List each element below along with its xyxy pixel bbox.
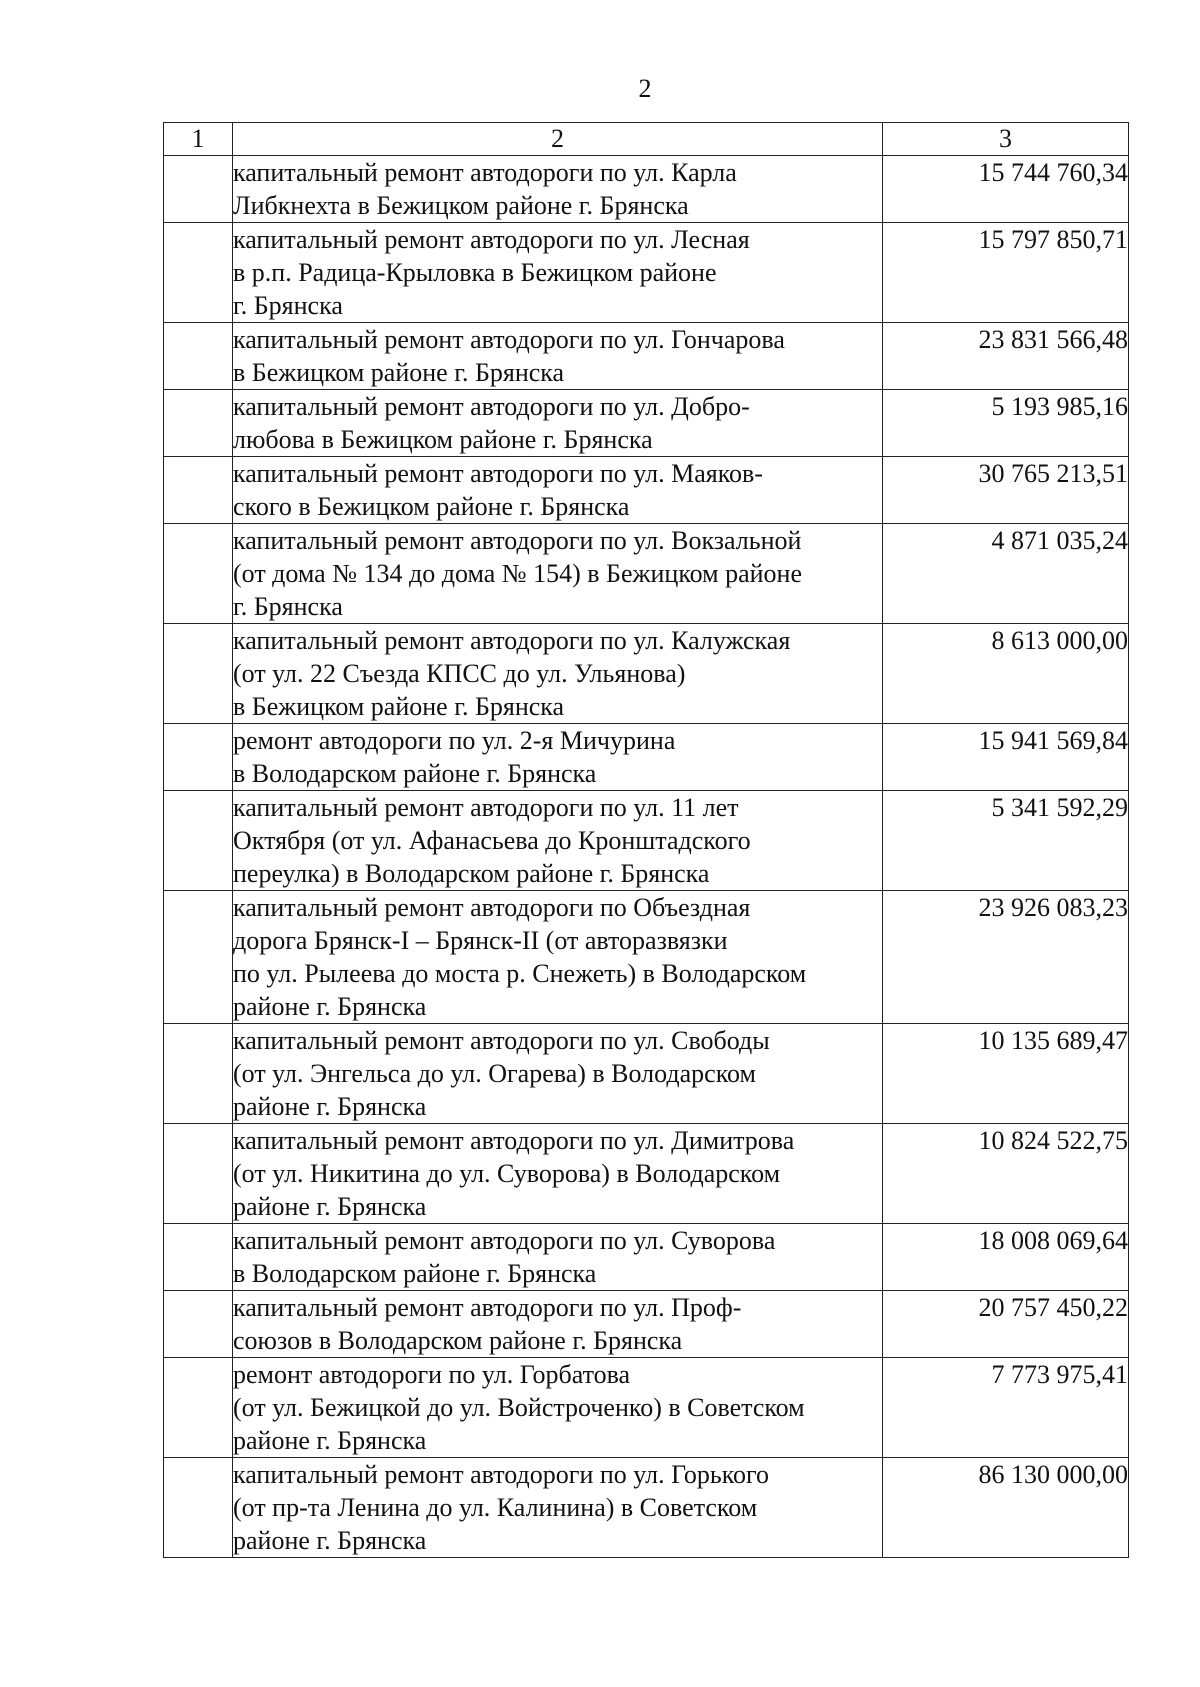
table-row	[164, 390, 1129, 457]
road-description: капитальный ремонт автодороги по ул. Свободы (от ул. Энгельса до ул. Огарева) в Володарском районе г. Брянска	[233, 1024, 883, 1124]
column-header-3: 3	[883, 123, 1129, 156]
amount-cell: 23 831 566,48	[883, 323, 1129, 390]
amount-cell: 23 926 083,23	[883, 891, 1129, 1024]
row-number-cell	[164, 1224, 233, 1291]
table-row	[164, 223, 1129, 323]
road-description: капитальный ремонт автодороги по ул. Димитрова (от ул. Никитина до ул. Суворова) в Володарском районе г. Брянска	[233, 1124, 883, 1224]
row-number-cell	[164, 1458, 233, 1558]
table-row	[164, 1291, 1129, 1358]
amount-cell: 5 341 592,29	[883, 791, 1129, 891]
table-row	[164, 724, 1129, 791]
row-number-cell	[164, 624, 233, 724]
amount-cell: 15 744 760,34	[883, 156, 1129, 223]
table-row	[164, 1358, 1129, 1458]
road-description: капитальный ремонт автодороги по ул. Карла Либкнехта в Бежицком районе г. Брянска	[233, 156, 883, 223]
amount-cell: 7 773 975,41	[883, 1358, 1129, 1458]
row-number-cell	[164, 1291, 233, 1358]
table-row	[164, 791, 1129, 891]
road-description: ремонт автодороги по ул. Горбатова (от ул. Бежицкой до ул. Войстроченко) в Советском районе г. Брянска	[233, 1358, 883, 1458]
amount-cell: 15 797 850,71	[883, 223, 1129, 323]
column-header-2: 2	[233, 123, 883, 156]
road-description: капитальный ремонт автодороги по ул. Горького (от пр-та Ленина до ул. Калинина) в Советском районе г. Брянска	[233, 1458, 883, 1558]
road-description: капитальный ремонт автодороги по ул. Маяков- ского в Бежицком районе г. Брянска	[233, 457, 883, 524]
road-description: капитальный ремонт автодороги по ул. 11 лет Октября (от ул. Афанасьева до Кронштадского переулка) в Володарском районе г. Брянска	[233, 791, 883, 891]
table-row	[164, 1224, 1129, 1291]
amount-cell: 10 824 522,75	[883, 1124, 1129, 1224]
road-description: капитальный ремонт автодороги по ул. Калужская (от ул. 22 Съезда КПСС до ул. Ульянова) в Бежицком районе г. Брянска	[233, 624, 883, 724]
table-row	[164, 1024, 1129, 1124]
road-description: капитальный ремонт автодороги по ул. Суворова в Володарском районе г. Брянска	[233, 1224, 883, 1291]
amount-cell: 4 871 035,24	[883, 524, 1129, 624]
table-row	[164, 457, 1129, 524]
table-row	[164, 624, 1129, 724]
row-number-cell	[164, 323, 233, 390]
amount-cell: 8 613 000,00	[883, 624, 1129, 724]
amount-cell: 86 130 000,00	[883, 1458, 1129, 1558]
page-number: 2	[638, 74, 652, 103]
amount-cell: 5 193 985,16	[883, 390, 1129, 457]
table-row	[164, 323, 1129, 390]
road-description: капитальный ремонт автодороги по Объездная дорога Брянск-I – Брянск-II (от авторазвязки по ул. Рылеева до моста р. Снежеть) в Володарском районе г. Брянска	[233, 891, 883, 1024]
table-row	[164, 891, 1129, 1024]
column-header-1: 1	[164, 123, 233, 156]
road-description: ремонт автодороги по ул. 2-я Мичурина в Володарском районе г. Брянска	[233, 724, 883, 791]
table-row	[164, 1124, 1129, 1224]
table-row	[164, 156, 1129, 223]
row-number-cell	[164, 891, 233, 1024]
amount-cell: 30 765 213,51	[883, 457, 1129, 524]
row-number-cell	[164, 791, 233, 891]
road-description: капитальный ремонт автодороги по ул. Добро- любова в Бежицком районе г. Брянска	[233, 390, 883, 457]
amount-cell: 15 941 569,84	[883, 724, 1129, 791]
table-header-row	[164, 123, 1129, 156]
table-row	[164, 1458, 1129, 1558]
road-description: капитальный ремонт автодороги по ул. Проф- союзов в Володарском районе г. Брянска	[233, 1291, 883, 1358]
row-number-cell	[164, 1024, 233, 1124]
row-number-cell	[164, 457, 233, 524]
row-number-cell	[164, 724, 233, 791]
row-number-cell	[164, 1124, 233, 1224]
road-description: капитальный ремонт автодороги по ул. Лесная в р.п. Радица-Крыловка в Бежицком районе г. Брянска	[233, 223, 883, 323]
amount-cell: 20 757 450,22	[883, 1291, 1129, 1358]
row-number-cell	[164, 1358, 233, 1458]
amount-cell: 18 008 069,64	[883, 1224, 1129, 1291]
table-row	[164, 524, 1129, 624]
row-number-cell	[164, 390, 233, 457]
row-number-cell	[164, 223, 233, 323]
road-repair-table	[163, 122, 1129, 1558]
amount-cell: 10 135 689,47	[883, 1024, 1129, 1124]
row-number-cell	[164, 524, 233, 624]
row-number-cell	[164, 156, 233, 223]
road-description: капитальный ремонт автодороги по ул. Гончарова в Бежицком районе г. Брянска	[233, 323, 883, 390]
road-description: капитальный ремонт автодороги по ул. Вокзальной (от дома № 134 до дома № 154) в Бежицком районе г. Брянска	[233, 524, 883, 624]
